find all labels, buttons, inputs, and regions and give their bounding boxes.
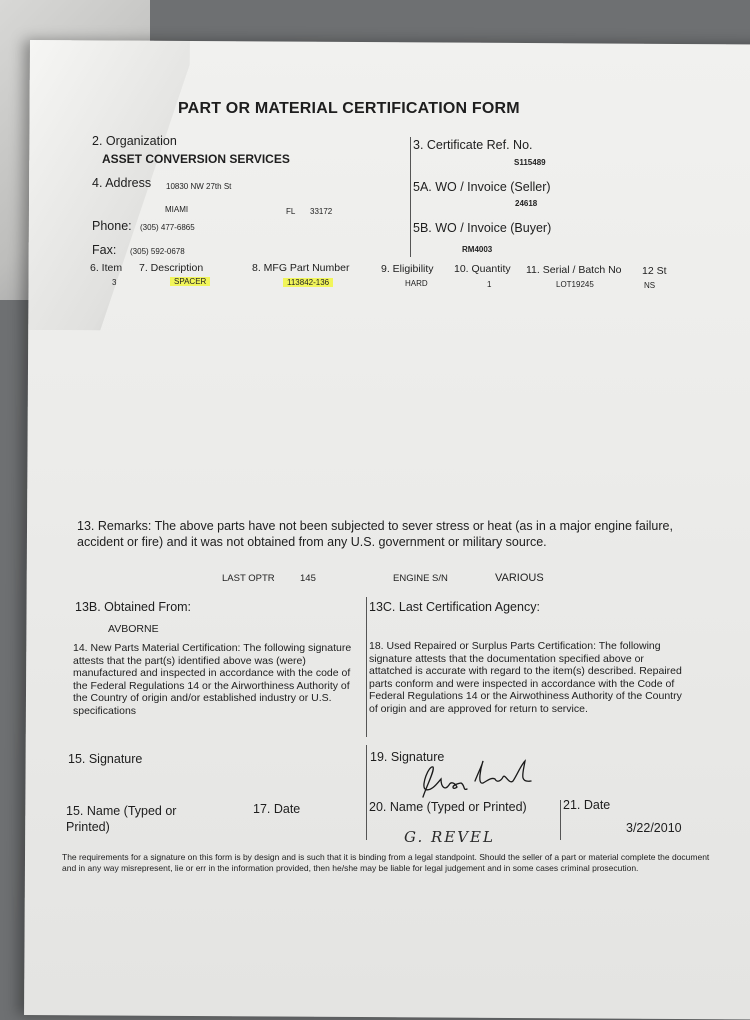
date17-label: 17. Date bbox=[253, 802, 301, 816]
engine-sn-value: VARIOUS bbox=[495, 572, 544, 584]
address-city: MIAMI bbox=[165, 205, 189, 214]
legal-footer: The requirements for a signature on this form is by design and is such that it is binding from a legal standpoint. Should the seller of a part or material complete the document and in any way misrepresent, lie or err in the information provided, then he/she may be liable for legal judgement and in some cases criminal prosecution. bbox=[62, 852, 710, 873]
last-agency-label: 13C. Last Certification Agency: bbox=[369, 600, 540, 614]
date21-value: 3/22/2010 bbox=[626, 821, 682, 835]
fax-value: (305) 592-0678 bbox=[130, 247, 185, 256]
wo-buyer-value: RM4003 bbox=[462, 245, 493, 254]
sig19-label: 19. Signature bbox=[370, 750, 445, 764]
row-description: SPACER bbox=[170, 277, 210, 286]
wo-seller-label: 5A. WO / Invoice (Seller) bbox=[413, 180, 551, 194]
header-divider bbox=[410, 137, 411, 257]
name20-value: G. REVEL bbox=[404, 828, 495, 846]
address-label: 4. Address bbox=[92, 176, 152, 190]
date21-label: 21. Date bbox=[563, 798, 611, 812]
cert-ref-label: 3. Certificate Ref. No. bbox=[413, 138, 533, 152]
form-title: PART OR MATERIAL CERTIFICATION FORM bbox=[178, 100, 520, 117]
sig-divider bbox=[366, 745, 367, 840]
address-zip: 33172 bbox=[310, 207, 333, 216]
header-status: 12 St bbox=[642, 265, 667, 277]
cert-18-text: 18. Used Repaired or Surplus Parts Certification: The following signature attests that the documentation specified above or attatched is accurate with regard to the item(s) described. Repaired parts conform and were inspected in accordance with the Code of Federal Regulations 14 or the Airwothiness Authority of the Country of origin and are approved for return to service. bbox=[369, 640, 682, 715]
header-part-number: 8. MFG Part Number bbox=[252, 262, 350, 274]
org-name: ASSET CONVERSION SERVICES bbox=[102, 152, 290, 166]
row-item: 3 bbox=[112, 278, 117, 287]
fax-label: Fax: bbox=[92, 243, 117, 257]
cert-14-text: 14. New Parts Material Certification: The following signature attests that the part(s) identified above was (were) manufactured and inspected in accordance with the code of the Federal Regulations 14 or the Airworthiness Authority of the Country of origin and/or established industry or U.S. specifications bbox=[73, 642, 352, 717]
middle-divider bbox=[366, 597, 367, 737]
last-optr-label: LAST OPTR bbox=[222, 573, 275, 584]
engine-sn-label: ENGINE S/N bbox=[393, 573, 448, 584]
header-description: 7. Description bbox=[139, 262, 204, 274]
name20-label: 20. Name (Typed or Printed) bbox=[369, 800, 527, 814]
cert-ref-value: S115489 bbox=[514, 158, 546, 167]
row-quantity: 1 bbox=[487, 280, 492, 289]
wo-seller-value: 24618 bbox=[515, 199, 538, 208]
obtained-from-value: AVBORNE bbox=[108, 623, 159, 635]
row-serial: LOT19245 bbox=[556, 280, 594, 289]
date-divider bbox=[560, 800, 561, 840]
address-street: 10830 NW 27th St bbox=[166, 182, 232, 191]
wo-buyer-label: 5B. WO / Invoice (Buyer) bbox=[413, 221, 552, 235]
header-serial: 11. Serial / Batch No bbox=[526, 264, 622, 276]
header-item: 6. Item bbox=[90, 262, 123, 274]
org-label: 2. Organization bbox=[92, 134, 177, 148]
row-eligibility: HARD bbox=[405, 279, 428, 288]
row-part-number: 113842-136 bbox=[283, 278, 333, 287]
sig15-label: 15. Signature bbox=[68, 752, 143, 766]
header-quantity: 10. Quantity bbox=[454, 263, 511, 275]
phone-value: (305) 477-6865 bbox=[140, 223, 195, 232]
row-status: NS bbox=[644, 281, 656, 290]
signature-image bbox=[405, 755, 545, 805]
address-state: FL bbox=[286, 207, 296, 216]
phone-label: Phone: bbox=[92, 219, 132, 233]
last-optr-value: 145 bbox=[300, 573, 316, 584]
header-eligibility: 9. Eligibility bbox=[381, 263, 434, 275]
remarks-text: 13. Remarks: The above parts have not been subjected to sever stress or heat (as in a major engine failure, accident or fire) and it was not obtained from any U.S. government or military source. bbox=[77, 519, 673, 549]
obtained-from-label: 13B. Obtained From: bbox=[75, 600, 192, 614]
name15-label: 15. Name (Typed or Printed) bbox=[66, 804, 177, 834]
